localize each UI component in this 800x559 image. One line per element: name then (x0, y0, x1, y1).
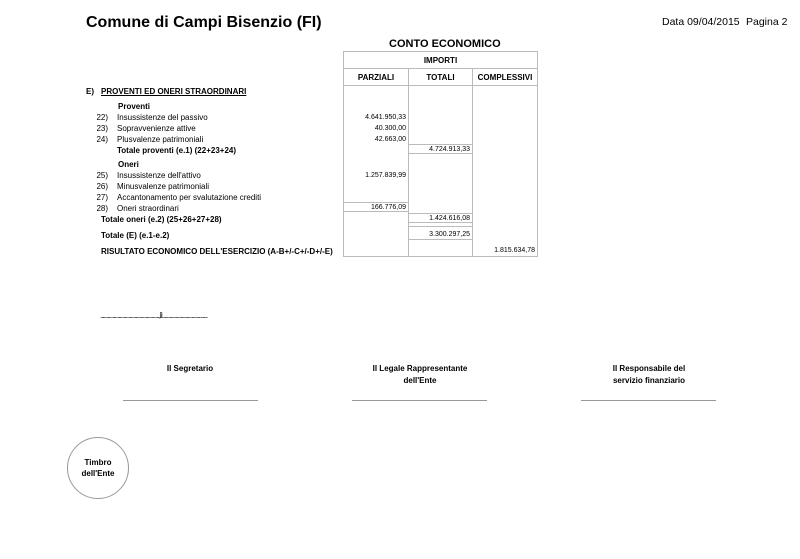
signature-title: Il Legale Rappresentante (372, 364, 468, 373)
risultato-value: 1.815.634,78 (494, 247, 535, 254)
parziale-value: 4.641.950,33 (365, 114, 406, 121)
line-number: 24) (96, 135, 108, 144)
risultato-label: RISULTATO ECONOMICO DELL'ESERCIZIO (A-B+/-C+/-D+/-E) (101, 247, 333, 256)
line-number: 25) (96, 171, 108, 180)
line-number: 27) (96, 193, 108, 202)
parziale-value: 40.300,00 (374, 125, 406, 132)
place-date-line: ................................................,lì..................................... (100, 311, 208, 320)
signature-line (581, 400, 716, 401)
stamp-circle (67, 437, 129, 499)
line-number: 26) (96, 182, 108, 191)
signature-line (123, 400, 258, 401)
column-complessivi (472, 68, 538, 257)
line-number: 28) (96, 204, 108, 213)
column-header-parziali: PARZIALI (357, 73, 395, 82)
stamp-line2: dell'Ente (81, 469, 115, 478)
line-description: Insussistenze del passivo (117, 113, 208, 122)
signature-line (352, 400, 487, 401)
signature-legale-rappresentante (340, 363, 500, 387)
column-header-complessivi: COMPLESSIVI (477, 73, 533, 82)
municipality-title: Comune di Campi Bisenzio (FI) (86, 14, 322, 31)
line-description: Oneri straordinari (117, 204, 179, 213)
stamp-line1: Timbro (84, 458, 112, 467)
line-description: Accantonamento per svalutazione crediti (117, 193, 262, 202)
signature-title: Il Segretario (166, 364, 214, 373)
importi-header: IMPORTI (423, 56, 458, 65)
totale-e-value: 3.300.297,25 (429, 231, 470, 238)
line-number: 22) (96, 113, 108, 122)
column-header-totali: TOTALI (426, 73, 455, 82)
signature-subtitle: servizio finanziario (612, 376, 686, 385)
section-code: E) (86, 87, 94, 96)
total-oneri-label: Totale oneri (e.2) (25+26+27+28) (101, 215, 222, 224)
page-number: Pagina 2 (746, 16, 788, 28)
report-date: Data 09/04/2015 (662, 16, 740, 28)
proventi-label: Proventi (118, 102, 151, 111)
total-proventi-label: Totale proventi (e.1) (22+23+24) (117, 146, 237, 155)
line-description: Plusvalenze patrimoniali (117, 135, 204, 144)
line-description: Minusvalenze patrimoniali (117, 182, 210, 191)
signature-responsabile (569, 363, 729, 387)
column-parziali (343, 68, 409, 257)
oneri-label: Oneri (118, 160, 139, 169)
parziale-value: 166.776,09 (370, 204, 406, 211)
signature-segretario (110, 363, 270, 375)
signature-title: Il Responsabile del (612, 364, 686, 373)
line-description: Insussistenze dell'attivo (117, 171, 201, 180)
total-oneri-value: 1.424.616,08 (429, 215, 470, 222)
total-proventi-value: 4.724.913,33 (429, 146, 470, 153)
totale-e-label: Totale (E) (e.1-e.2) (101, 231, 170, 240)
section-heading (86, 87, 246, 96)
line-description: Sopravvenienze attive (117, 124, 196, 133)
parziale-value: 42.663,00 (374, 136, 406, 143)
parziale-value: 1.257.839,99 (365, 172, 406, 179)
line-number: 23) (96, 124, 108, 133)
section-title: PROVENTI ED ONERI STRAORDINARI (101, 87, 247, 96)
signature-subtitle: dell'Ente (403, 376, 437, 385)
report-title: CONTO ECONOMICO (389, 38, 501, 50)
